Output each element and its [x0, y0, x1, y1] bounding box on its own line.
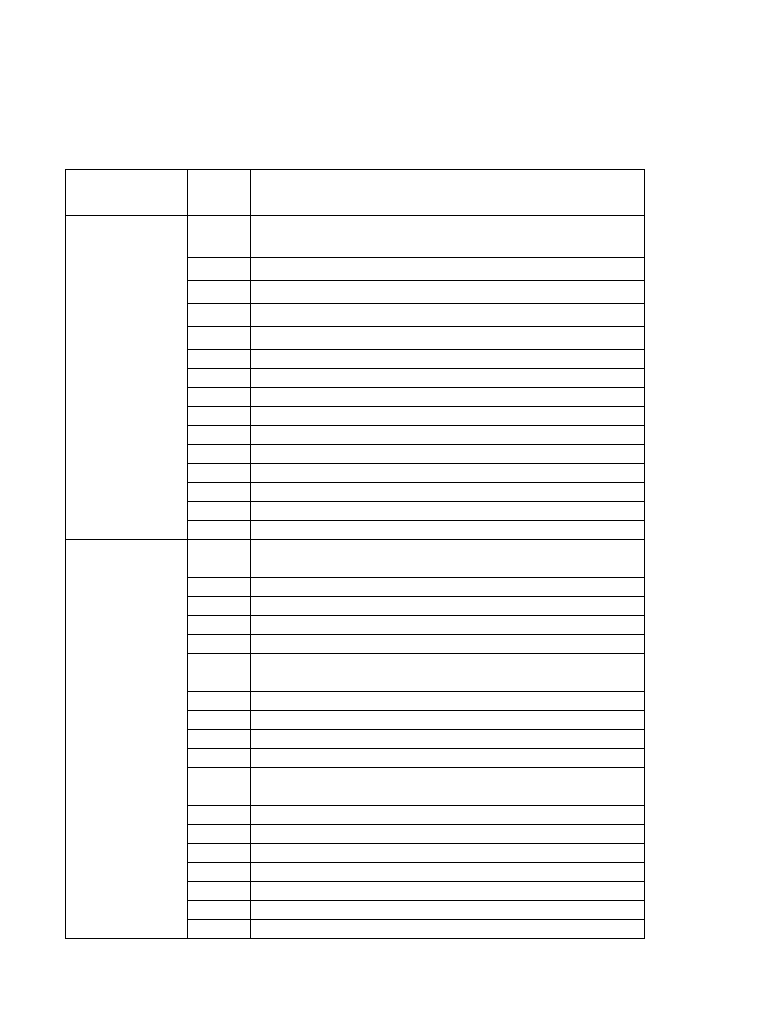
ten-khach-hang-cell	[251, 730, 645, 749]
ma-can-cell	[188, 882, 251, 901]
ma-can-cell	[188, 483, 251, 502]
ten-khach-hang-cell	[251, 327, 645, 350]
ma-can-cell	[188, 578, 251, 597]
ten-khach-hang-cell	[251, 749, 645, 768]
ten-khach-hang-cell	[251, 578, 645, 597]
ten-khach-hang-cell	[251, 825, 645, 844]
ten-khach-hang-cell	[251, 616, 645, 635]
ten-khach-hang-cell	[251, 426, 645, 445]
ten-khach-hang-cell	[251, 540, 645, 578]
ma-can-cell	[188, 216, 251, 258]
ma-can-cell	[188, 445, 251, 464]
ma-can-cell	[188, 616, 251, 635]
ten-khach-hang-cell	[251, 882, 645, 901]
ten-khach-hang-cell	[251, 216, 645, 258]
ten-khach-hang-cell	[251, 369, 645, 388]
ma-can-cell	[188, 304, 251, 327]
ten-khach-hang-cell	[251, 901, 645, 920]
ma-can-cell	[188, 327, 251, 350]
header-ma-can	[188, 170, 251, 216]
ten-khach-hang-cell	[251, 711, 645, 730]
ma-can-cell	[188, 711, 251, 730]
ten-khach-hang-cell	[251, 635, 645, 654]
ma-can-cell	[188, 920, 251, 939]
ten-khach-hang-cell	[251, 464, 645, 483]
ten-khach-hang-cell	[251, 502, 645, 521]
ten-khach-hang-cell	[251, 445, 645, 464]
ten-khach-hang-cell	[251, 483, 645, 502]
customer-table	[65, 169, 645, 939]
table-row	[66, 216, 645, 258]
ma-can-cell	[188, 369, 251, 388]
ma-can-cell	[188, 388, 251, 407]
ma-can-cell	[188, 730, 251, 749]
ten-khach-hang-cell	[251, 920, 645, 939]
ten-khach-hang-cell	[251, 521, 645, 540]
ten-khach-hang-cell	[251, 407, 645, 426]
ma-can-cell	[188, 635, 251, 654]
ten-khach-hang-cell	[251, 692, 645, 711]
ma-can-cell	[188, 806, 251, 825]
ma-can-cell	[188, 825, 251, 844]
ma-can-cell	[188, 502, 251, 521]
header-block-tang	[66, 170, 188, 216]
ten-khach-hang-cell	[251, 350, 645, 369]
ma-can-cell	[188, 692, 251, 711]
ma-can-cell	[188, 258, 251, 281]
ma-can-cell	[188, 521, 251, 540]
table-row	[66, 540, 645, 578]
ten-khach-hang-cell	[251, 258, 645, 281]
block-tang-cell	[66, 216, 188, 540]
header-row	[66, 170, 645, 216]
ten-khach-hang-cell	[251, 806, 645, 825]
ten-khach-hang-cell	[251, 863, 645, 882]
ten-khach-hang-cell	[251, 281, 645, 304]
ma-can-cell	[188, 281, 251, 304]
ma-can-cell	[188, 407, 251, 426]
ten-khach-hang-cell	[251, 388, 645, 407]
ten-khach-hang-cell	[251, 304, 645, 327]
ten-khach-hang-cell	[251, 844, 645, 863]
ma-can-cell	[188, 350, 251, 369]
ma-can-cell	[188, 540, 251, 578]
ten-khach-hang-cell	[251, 768, 645, 806]
table-body	[66, 170, 645, 939]
ma-can-cell	[188, 597, 251, 616]
ma-can-cell	[188, 749, 251, 768]
ma-can-cell	[188, 863, 251, 882]
header-ten-khach-hang	[251, 170, 645, 216]
ma-can-cell	[188, 844, 251, 863]
ma-can-cell	[188, 901, 251, 920]
ma-can-cell	[188, 654, 251, 692]
ma-can-cell	[188, 768, 251, 806]
ten-khach-hang-cell	[251, 654, 645, 692]
ma-can-cell	[188, 464, 251, 483]
block-tang-cell	[66, 540, 188, 939]
ma-can-cell	[188, 426, 251, 445]
ten-khach-hang-cell	[251, 597, 645, 616]
